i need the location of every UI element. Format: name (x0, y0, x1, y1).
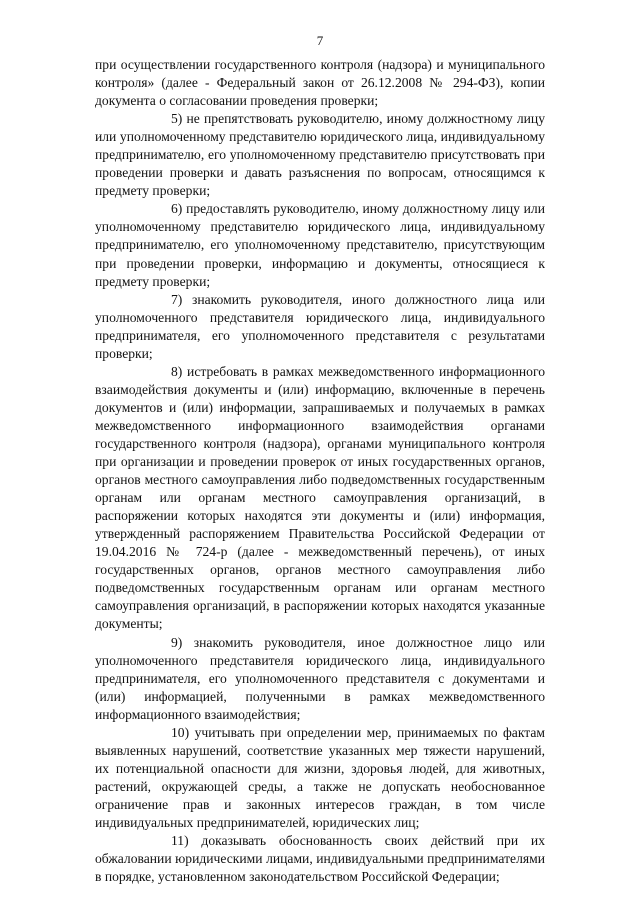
list-item-11 (95, 832, 545, 886)
list-item-5 (95, 110, 545, 200)
list-item-text: учитывать при определении мер, принимаемых по фактам выявленных нарушений, соответствие указанных мер тяжести нарушений, их потенциальной опасности для жизни, здоровья людей, для животных, растений, окружающей среды, а также не допускать необоснованное ограничение прав и законных интересов граждан, в том числе индивидуальных предпринимателей, юридических лиц; (95, 724, 545, 830)
page-number: 7 (316, 33, 324, 48)
paragraph-text: при осуществлении государственного контроля (надзора) и муниципального контроля» (далее - Федеральный закон от 26.12.2008 № 294-ФЗ), копии документа о согласовании проведения проверки; (95, 57, 545, 109)
list-item-text: не препятствовать руководителю, иному должностному лицу или уполномоченному представителю юридического лица, индивидуальному предпринимателю, его уполномоченному представителю присутствовать при проведении проверки и давать разъяснения по вопросам, относящимся к предмету проверки; (95, 111, 545, 199)
list-item-number: 10) (171, 724, 190, 740)
list-item-number: 9) (171, 634, 183, 650)
list-item-7 (95, 291, 545, 363)
list-item-number: 7) (171, 291, 183, 307)
document-body (95, 56, 545, 886)
list-item-text: знакомить руководителя, иного должностного лица или уполномоченного представителя юридического лица, индивидуального предпринимателя, его уполномоченного представителя с результатами проверки; (95, 291, 546, 361)
paragraph-continuation (95, 56, 545, 110)
list-item-10 (95, 724, 545, 832)
list-item-8 (95, 363, 545, 634)
list-item-9 (95, 634, 545, 724)
list-item-number: 5) (171, 111, 183, 127)
list-item-number: 6) (171, 201, 183, 217)
list-item-text: истребовать в рамках межведомственного информационного взаимодействия документы и (или) информацию, включенные в перечень документов и (или) информации, запрашиваемых и получаемых в рамках межведомственного информационного взаимодействия органами государственного контроля (надзора), органами муниципального контроля при организации и проведении проверок от иных государственных органов, органов местного самоуправления либо подведомственных государственным органам или органам местного самоуправления организаций, в распоряжении которых находятся эти документы и (или) информация, утвержденный распоряжением Правительства Российской Федерации от 19.04.2016 № 724-р (далее - межведомственный перечень), от иных государственных органов, органов местного самоуправления либо подведомственных государственным органам или органам местного самоуправления организаций, в распоряжении которых находятся указанные документы; (95, 363, 545, 632)
list-item-number: 8) (171, 363, 183, 379)
list-item-text: доказывать обоснованность своих действий при их обжаловании юридическими лицами, индивидуальными предпринимателями в порядке, установленном законодательством Российской Федерации; (95, 833, 545, 885)
list-item-number: 11) (171, 833, 189, 849)
list-item-text: предоставлять руководителю, иному должностному лицу или уполномоченному представителю юридического лица, индивидуальному предпринимателю, его уполномоченному представителю, присутствующим при проведении проверки, информацию и документы, относящиеся к предмету проверки; (95, 201, 545, 289)
list-item-6 (95, 200, 545, 290)
list-item-text: знакомить руководителя, иное должностное лицо или уполномоченного представителя юридического лица, индивидуального предпринимателя, его уполномоченного представителя с документами и (или) информацией, полученными в рамках межведомственного информационного взаимодействия; (95, 634, 545, 722)
